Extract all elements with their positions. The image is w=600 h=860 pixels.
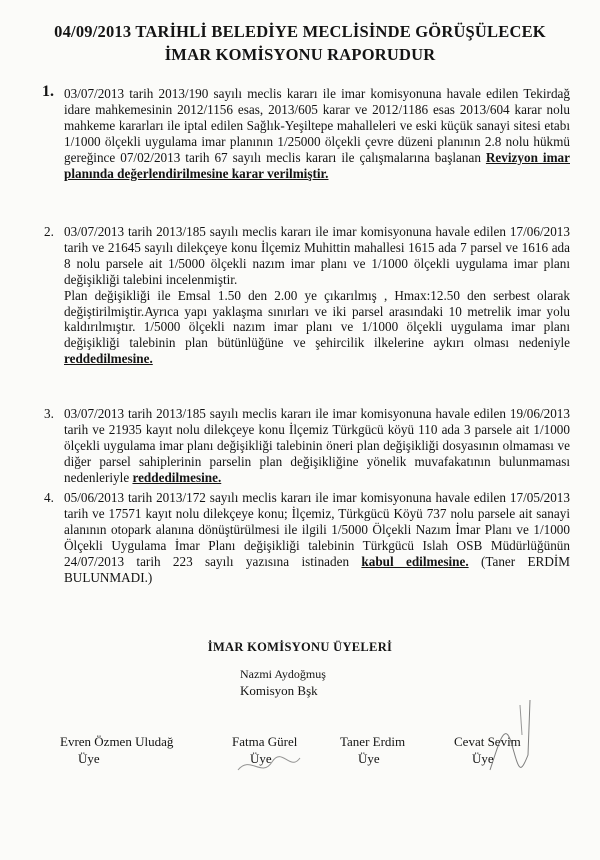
document-title-line-1: 04/09/2013 TARİHLİ BELEDİYE MECLİSİNDE GÖRÜŞÜLECEK [54,22,546,41]
member-name: Evren Özmen Uludağ [60,734,174,749]
item-number: 1. [42,83,54,100]
item-decision: reddedilmesine. [132,469,222,485]
item-text: 03/07/2013 tarih 2013/185 sayılı meclis kararı ile imar komisyonuna havale edilen 19/06/2013 tarih ve 21935 kayıt nolu dilekçeye konu İlçemiz Türkgücü köyü 110 ada 3 parsele ait 1/1000 ölçekli uygulama imar planı değişikliği talebinin öneri plan değişikliği dosyasının olmaması ve diğer parsel sahiplerinin parselin plan değişikliğine yönelik muvafakatının bulunmaması nedenleriyle [64,406,570,485]
member-role: Üye [358,751,380,766]
item-decision: Revizyon imar planında değerlendirilmesine karar verilmiştir. [64,149,570,181]
committee-heading: İMAR KOMİSYONU ÜYELERİ [207,640,393,654]
member-name: Cevat Sevim [454,734,521,749]
member-role: Üye [250,751,272,766]
item-text: 03/07/2013 tarih 2013/190 sayılı meclis kararı ile imar komisyonuna havale edilen Tekirdağ idare mahkemesinin 2012/1156 esas, 2013/605 karar ve 2012/1186 esas 2013/604 karar nolu mahkeme kararları ile iptal edilen Sağlık-Yeşiltepe mahalleleri ve eski küçük sanayi sitesi etabı 1/1000 ölçekli uygulama imar planının 1/25000 ölçekli çevre düzeni planının 2.8 nolu hükmü gereğince 07/02/2013 tarih 67 sayılı meclis kararı ile çalışmalarına başlanan [64,86,570,165]
report-item-2 [44,224,570,367]
item-number: 4. [44,490,54,505]
report-item-3 [44,406,570,486]
item-decision: reddedilmesine. [64,351,153,367]
member-role: Üye [78,751,100,766]
member-name: Taner Erdim [340,734,406,749]
item-text: 05/06/2013 tarih 2013/172 sayılı meclis kararı ile imar komisyonuna havale edilen 17/05/2013 tarih ve 17571 kayıt nolu dilekçeye konu; İlçemiz, Türkgücü Köyü 737 nolu parsele ait sanayi alanının otopark alanına dönüştürülmesi ile ilgili 1/5000 Ölçekli Nazım İmar Planı ve 1/1000 Ölçekli Uygulama İmar Planı değişikliği talebinin Türkgücü Islah OSB Müdürlüğünün 24/07/2013 tarih 223 sayılı yazısına istinaden [64,490,570,569]
report-item-4 [44,490,570,585]
item-decision: kabul edilmesine. [361,553,469,569]
chair-name: Nazmi Aydoğmuş [240,667,326,681]
signature-block-member-1 [60,733,173,767]
report-item-1 [42,83,570,181]
item-text: 03/07/2013 tarih 2013/185 sayılı meclis kararı ile imar komisyonuna havale edilen 17/06/2013 tarih ve 21645 sayılı dilekçeye konu İlçemiz Muhittin mahallesi 1615 ada 7 parsel ve 1616 ada 8 nolu parsele ait 1/5000 ölçekli nazım imar planı ve 1/1000 ölçekli uygulama imar planı değişikliği talebini incelenmiştir. [64,224,570,287]
signature-block-member-2 [232,733,297,767]
signature-block-member-3 [340,733,405,767]
signature-stroke [520,705,522,735]
chair-role: Komisyon Bşk [240,683,318,698]
item-note: (Taner ERDİM BULUNMADI.) [64,553,570,585]
document-title-line-2: İMAR KOMİSYONU RAPORUDUR [164,45,436,64]
member-role: Üye [472,751,494,766]
signature-block-member-4 [454,733,521,767]
item-number: 3. [44,406,54,421]
member-name: Fatma Gürel [232,734,298,749]
item-text-continued: Plan değişikliği ile Emsal 1.50 den 2.00 ye çıkarılmış , Hmax:12.50 den serbest olarak değiştirilmiştir.Ayrıca yapı yaklaşma sınırları ve iki parsel arasındaki 10 metrelik imar yolu kaldırılmıştır. 1/5000 ölçekli nazım imar planı ve 1/1000 ölçekli uygulama imar planı değişikliği talebinin plan bütünlüğüne ve şehircilik ilkelerine aykırı olması nedeniyle [64,287,570,351]
item-number: 2. [44,224,54,239]
